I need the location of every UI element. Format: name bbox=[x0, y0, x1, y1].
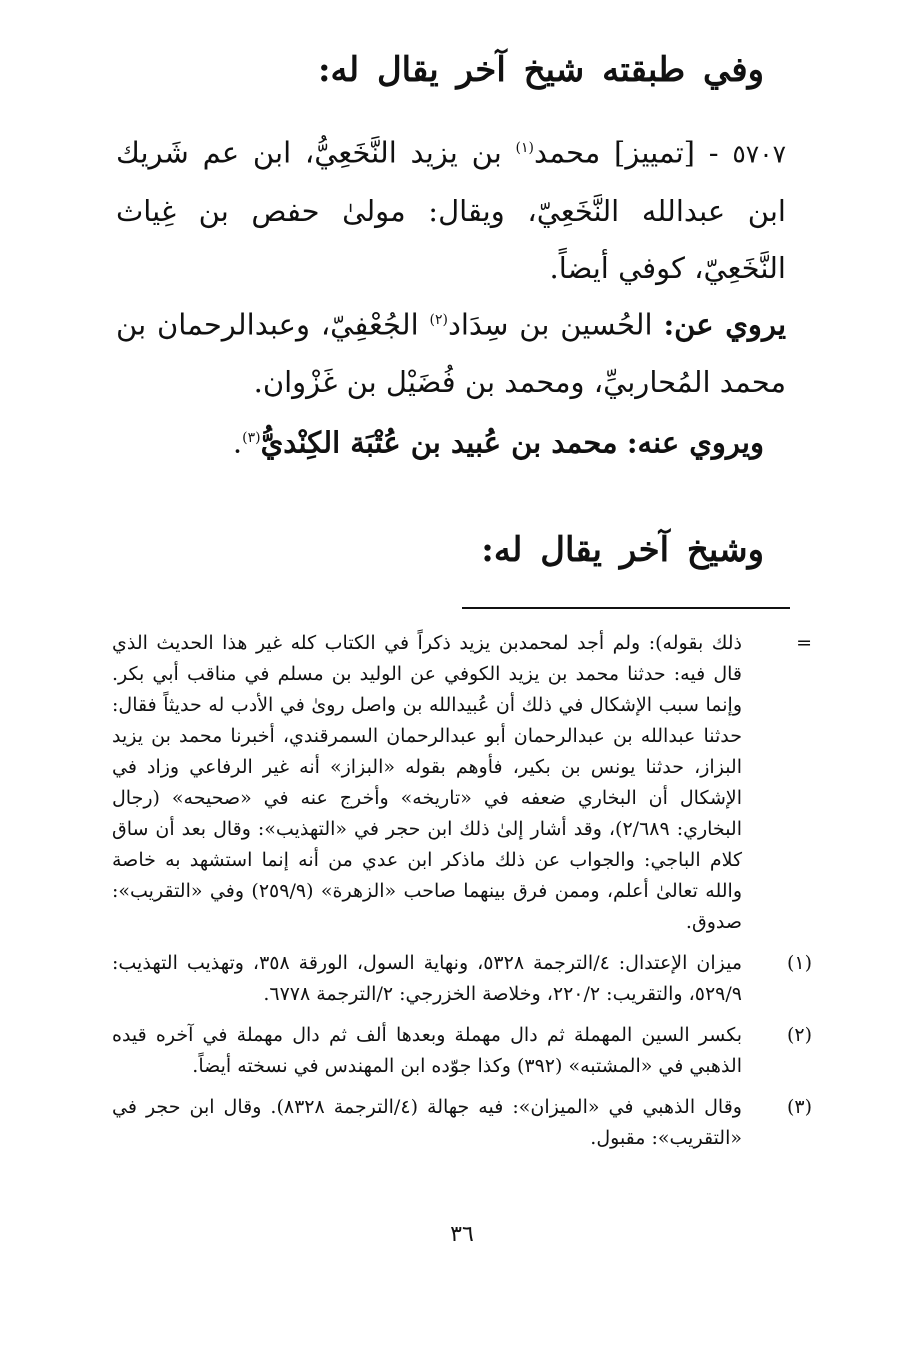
footnote-mark: (٢) bbox=[786, 1024, 812, 1046]
narrators-from bbox=[116, 292, 786, 411]
entry-number: ٥٧٠٧ bbox=[732, 139, 787, 169]
footnote-continued bbox=[112, 628, 812, 938]
narrators-from-part1: الحُسين بن سِدَاد bbox=[447, 307, 653, 342]
footnote-ref-2[interactable]: (٢) bbox=[429, 312, 448, 328]
footnote-text: ميزان الإعتدال: ٤/الترجمة ٥٣٢٨، ونهاية السول، الورقة ٣٥٨، وتهذيب التهذيب: ٥٢٩/٩، والتقريب: ٢٢٠/٢، وخلاصة الخزرجي: ٢/الترجمة ٦٧٧٨. bbox=[112, 952, 742, 1005]
narrators-from-part2: الجُعْفِيّ، وعبدالرحمان بن محمد المُحاربيِّ، ومحمد بن فُضَيْل بن غَزْوان. bbox=[116, 307, 786, 399]
footnote-mark: = bbox=[796, 632, 812, 654]
section-heading: وفي طبقته شيخ آخر يقال له: bbox=[318, 50, 764, 90]
footnote-text: بكسر السين المهملة ثم دال مهملة وبعدها ألف ثم دال مهملة في آخره قيده الذهبي في «المشتبه» (٣٩٢) وكذا جوّده ابن المهندس في نسخته أيضاً. bbox=[112, 1024, 742, 1077]
footnote-ref-1[interactable]: (١) bbox=[515, 140, 535, 156]
footnote-2 bbox=[112, 1020, 812, 1082]
footnote-1 bbox=[112, 948, 812, 1010]
entry-dash: - bbox=[708, 135, 719, 170]
narrators-to-label: ويروي عنه: bbox=[626, 425, 764, 460]
narrators-to-text: محمد بن عُبيد بن عُتْبَة الكِنْديُّ bbox=[260, 425, 618, 460]
footnote-mark: (٣) bbox=[786, 1096, 812, 1118]
footnote-separator bbox=[462, 607, 790, 609]
footnotes bbox=[112, 628, 812, 1154]
footnote-text: ذلك بقوله): ولم أجد لمحمدبن يزيد ذكراً في الكتاب كله غير هذا الحديث الذي قال فيه: حدثنا محمد بن يزيد الكوفي عن الوليد بن مسلم في مناقب أبي بكر. وإنما سبب الإشكال في ذلك أن عُبيدالله بن واصل روىٰ في الأدب له حديثاً فقال: حدثنا عبدالله بن عبدالرحمان أبو عبدالرحمان السمرقندي، أخبرنا محمد بن يزيد البزاز، حدثنا يونس بن بكير، فأوهم بقوله «البزاز» أنه غير الرفاعي وزاد في الإشكال أن البخاري ضعفه في «تاريخه» وأخرج عنه في «صحيحه» (رجال البخاري: ٢/٦٨٩)، وقد أشار إلىٰ ذلك ابن حجر في «التهذيب»: وقال بعد أن ساق كلام الباجي: والجواب عن ذلك ماذكر ابن عدي من أنه إنما استشهد به خاصة والله تعالىٰ أعلم، وممن فرق بينهما صاحب «الزهرة» (٢٥٩/٩) وفي «التقريب»: صدوق. bbox=[112, 632, 743, 933]
footnote-mark: (١) bbox=[786, 952, 812, 974]
footnote-3 bbox=[112, 1092, 812, 1154]
footnote-ref-3[interactable]: (٣) bbox=[242, 430, 261, 446]
entry-name: محمد bbox=[534, 135, 601, 170]
biography-entry bbox=[116, 120, 786, 297]
narrators-from-label: يروي عن: bbox=[663, 307, 787, 342]
section-heading-2: وشيخ آخر يقال له: bbox=[481, 530, 764, 570]
entry-tag: [تمييز] bbox=[614, 135, 695, 170]
narrators-to bbox=[124, 410, 764, 472]
footnote-text: وقال الذهبي في «الميزان»: فيه جهالة (٤/الترجمة ٨٣٢٨). وقال ابن حجر في «التقريب»: مقبول. bbox=[112, 1096, 742, 1149]
page-number: ٣٦ bbox=[450, 1222, 474, 1247]
narrators-to-end: . bbox=[232, 425, 243, 460]
entry-text: بن يزيد النَّخَعِيُّ، ابن عم شَريك ابن عبدالله النَّخَعِيّ، ويقال: مولىٰ حفص بن غِياث النَّخَعِيّ، كوفي أيضاً. bbox=[116, 135, 786, 285]
